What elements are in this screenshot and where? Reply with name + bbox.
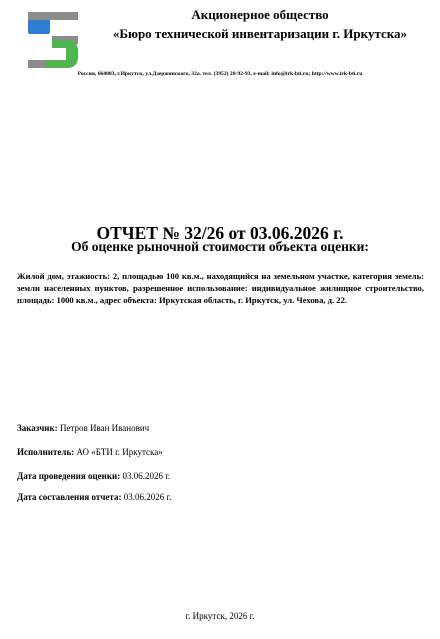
org-type: Акционерное общество xyxy=(191,7,329,22)
customer-label: Заказчик: xyxy=(17,423,58,433)
executor-field xyxy=(17,447,163,457)
report-date-value: 03.06.2026 г. xyxy=(121,492,172,502)
org-name: «Бюро технической инвентаризации г. Иркутска» xyxy=(112,26,408,41)
report-title: ОТЧЕТ № 32/26 от 03.06.2026 г. xyxy=(96,223,344,243)
executor-label: Исполнитель: xyxy=(17,447,75,457)
logo-gray-block xyxy=(28,12,78,20)
place-year: г. Иркутск, 2026 г. xyxy=(185,611,255,621)
customer-value: Петров Иван Иванович xyxy=(57,423,150,433)
executor-value: АО «БТИ г. Иркутска» xyxy=(74,447,163,457)
logo-green-shape xyxy=(44,40,78,68)
assessment-date-field xyxy=(17,471,170,481)
report-subtitle: Об оценке рыночной стоимости объекта оценки: xyxy=(71,239,369,254)
company-logo xyxy=(28,12,78,68)
assessment-date-value: 03.06.2026 г. xyxy=(120,471,171,481)
object-description: Жилой дом, этажность: 2, площадью 100 кв.м., находящийся на земельном участке, категория земель: земли населенных пунктов, разрешенное использование: индивидуальное жилищное строительство, площадь: 1000 кв.м., адрес объекта: Иркутская область, г. Иркутск, ул. Чехова, д. 22. xyxy=(17,271,424,305)
assessment-date-label: Дата проведения оценки: xyxy=(17,471,121,481)
contacts-line: Россия, 664003, г.Иркутск, ул.Дзержинского, 32а. тел. (3952) 20-92-93, e-mail: info@irk-bti.ru; http://www.irk-bti.ru xyxy=(77,71,363,77)
report-date-label: Дата составления отчета: xyxy=(17,492,122,502)
report-date-field xyxy=(17,492,171,502)
customer-field xyxy=(17,423,149,433)
